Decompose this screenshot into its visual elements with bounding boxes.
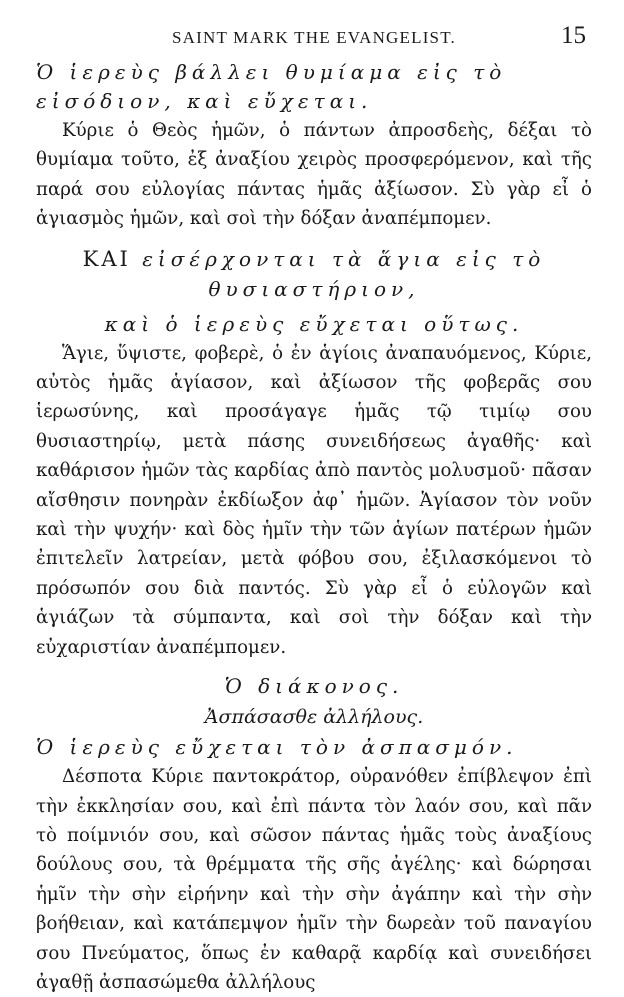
- rubric-kiss-of-peace: Ὁ ἱερεὺς εὔχεται τὸν ἀσπασμόν.: [36, 735, 518, 760]
- heading-entrance: [36, 244, 592, 304]
- rubric-deacon: Ὁ διάκονος.: [224, 674, 404, 699]
- running-title: SAINT MARK THE EVANGELIST.: [171, 28, 456, 47]
- rubric-incense: Ὁ ἱερεὺς βάλλει θυμίαμα εἰς τὸ εἰσόδιον, καὶ εὔχεται.: [36, 60, 507, 113]
- deacon-exclamation: Ἀσπάσασθε ἀλλήλους.: [204, 706, 424, 729]
- heading-entrance-rest: εἰσέρχονται τὰ ἅγια εἰς τὸ θυσιαστήριον,: [142, 246, 546, 301]
- prayer-incense: Κύριε ὁ Θεὸς ἡμῶν, ὁ πάντων ἀπροσδεὴς, δέξαι τὸ θυμίαμα τοῦτο, ἐξ ἀναξίου χειρὸς προσφερόμενον, καὶ τῆς παρά σου εὐλογίας πάντας ἡμᾶς ἀξίωσον. Σὺ γὰρ εἶ ὁ ἁγιασμὸς ἡμῶν, καὶ σοὶ τὴν δόξαν ἀναπέμπομεν.: [36, 120, 592, 230]
- page-header: [36, 22, 592, 58]
- rubric-priest-prays: καὶ ὁ ἱερεὺς εὔχεται οὕτως.: [104, 311, 524, 336]
- prayer-entrance: Ἅγιε, ὕψιστε, φοβερὲ, ὁ ἐν ἁγίοις ἀναπαυόμενος, Κύριε, αὐτὸς ἡμᾶς ἁγίασον, καὶ ἀξίωσον τῆς φοβερᾶς σου ἱερωσύνης, καὶ προσάγαγε ἡμᾶς τῷ τιμίῳ σου θυσιαστηρίῳ, μετὰ πάσης συνειδήσεως ἀγαθῆς· καὶ καθάρισον ἡμῶν τὰς καρδίας ἀπὸ παντὸς μολυσμοῦ· πᾶσαν αἴσθησιν πονηρὰν ἐκδίωξον ἀφ᾽ ἡμῶν. Ἁγίασον τὸν νοῦν καὶ τὴν ψυχήν· καὶ δὸς ἡμῖν τὴν τῶν ἁγίων πατέρων ἡμῶν ἐπιτελεῖν λατρείαν, μετὰ φόβου σου, ἐξιλασκόμενοι τὸ πρόσωπόν σου διὰ παντός. Σὺ γὰρ εἶ ὁ εὐλογῶν καὶ ἁγιάζων τὰ σύμπαντα, καὶ σοὶ τὴν δόξαν καὶ τὴν εὐχαριστίαν ἀναπέμπομεν.: [36, 342, 592, 658]
- prayer-kiss-of-peace: Δέσποτα Κύριε παντοκράτορ, οὐρανόθεν ἐπίβλεψον ἐπὶ τὴν ἐκκλησίαν σου, καὶ ἐπὶ πάντα τὸν λαόν σου, καὶ πᾶν τὸ ποίμνιόν σου, καὶ σῶσον πάντας ἡμᾶς τοὺς ἀναξίους δούλους σου, τὰ θρέμματα τῆς σῆς ἀγέλης· καὶ δώρησαι ἡμῖν τὴν σὴν εἰρήνην καὶ τὴν σὴν ἀγάπην καὶ τὴν σὴν βοήθειαν, καὶ κατάπεμψον ἡμῖν τὴν δωρεὰν τοῦ παναγίου σου Πνεύματος, ὅπως ἐν καθαρᾷ καρδίᾳ καὶ συνειδήσει ἀγαθῇ ἀσπασώμεθα ἀλλήλους: [36, 766, 592, 993]
- heading-entrance-caps: ΚΑΙ: [82, 246, 131, 271]
- page-number: 15: [561, 22, 586, 49]
